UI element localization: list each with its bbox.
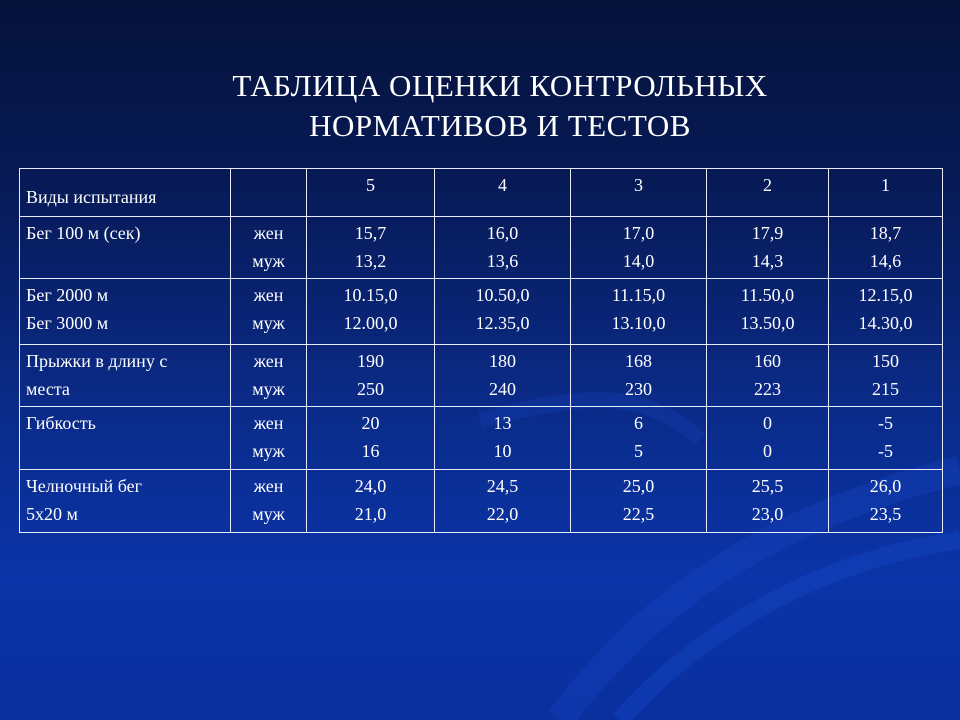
score-female: 25,0 (622, 476, 655, 496)
score-male: 21,0 (354, 504, 387, 524)
score-cell (571, 279, 707, 345)
table-row (20, 407, 943, 470)
table-header-row (20, 169, 943, 217)
score-female: 11.50,0 (740, 285, 795, 305)
sex-male-label: муж (252, 504, 285, 524)
score-female: 17,9 (751, 223, 784, 243)
grade-header: 4 (435, 169, 571, 217)
score-male: 13.50,0 (740, 313, 795, 333)
table-row (20, 279, 943, 345)
score-female: 18,7 (869, 223, 902, 243)
score-male: 23,0 (751, 504, 784, 524)
score-male: 14.30,0 (858, 313, 913, 333)
score-female: 24,0 (354, 476, 387, 496)
score-female: 24,5 (486, 476, 519, 496)
grade-header: 1 (829, 169, 943, 217)
score-cell (707, 407, 829, 470)
score-male: -5 (878, 441, 893, 461)
grade-header: 2 (707, 169, 829, 217)
score-cell (829, 345, 943, 407)
score-cell (307, 217, 435, 279)
test-name-line-2: места (26, 379, 70, 399)
score-female: 12.15,0 (858, 285, 913, 305)
score-male: 13,2 (354, 251, 387, 271)
score-male: 14,6 (869, 251, 902, 271)
table-row (20, 470, 943, 533)
score-male: 12.35,0 (475, 313, 530, 333)
score-cell (707, 345, 829, 407)
sex-cell (231, 279, 307, 345)
test-name: Челночный бег (26, 476, 143, 496)
score-cell (571, 217, 707, 279)
score-female: 150 (872, 351, 899, 371)
score-cell (571, 407, 707, 470)
score-cell (435, 279, 571, 345)
score-female: 180 (489, 351, 516, 371)
score-male: 10 (493, 441, 512, 461)
score-cell (435, 407, 571, 470)
sex-female-label: жен (253, 223, 284, 243)
score-cell (707, 470, 829, 533)
score-female: 190 (357, 351, 384, 371)
sex-male-label: муж (252, 441, 285, 461)
test-name: Гибкость (26, 413, 96, 433)
score-female: 26,0 (869, 476, 902, 496)
test-name: Прыжки в длину с (26, 351, 168, 371)
score-cell (829, 407, 943, 470)
score-cell (829, 470, 943, 533)
table-row (20, 345, 943, 407)
score-female: 6 (634, 413, 643, 433)
title-line-1: ТАБЛИЦА ОЦЕНКИ КОНТРОЛЬНЫХ (232, 68, 768, 103)
test-name-cell (20, 470, 231, 533)
score-female: 11.15,0 (611, 285, 666, 305)
score-male: 223 (754, 379, 781, 399)
score-female: 17,0 (622, 223, 655, 243)
score-female: 160 (754, 351, 781, 371)
test-name: Бег 2000 м (26, 285, 109, 305)
score-female: 10.50,0 (475, 285, 530, 305)
test-name-line-2: 5х20 м (26, 504, 78, 524)
score-female: 20 (361, 413, 380, 433)
score-cell (435, 217, 571, 279)
score-cell (307, 345, 435, 407)
table-row (20, 217, 943, 279)
score-male: 230 (625, 379, 652, 399)
test-name-cell (20, 279, 231, 345)
score-male: 14,3 (751, 251, 784, 271)
score-male: 22,5 (622, 504, 655, 524)
test-name-cell (20, 345, 231, 407)
score-male: 23,5 (869, 504, 902, 524)
score-cell (435, 470, 571, 533)
score-cell (435, 345, 571, 407)
score-male: 215 (872, 379, 899, 399)
grade-header: 3 (571, 169, 707, 217)
score-cell (571, 470, 707, 533)
score-male: 13.10,0 (611, 313, 666, 333)
test-name: Бег 100 м (сек) (26, 223, 141, 243)
grade-header: 5 (307, 169, 435, 217)
score-male: 16 (361, 441, 380, 461)
test-name-line-2: Бег 3000 м (26, 313, 109, 333)
sex-male-label: муж (252, 313, 285, 333)
page-title (0, 66, 960, 146)
score-male: 13,6 (486, 251, 519, 271)
score-female: 10.15,0 (343, 285, 398, 305)
score-male: 240 (489, 379, 516, 399)
test-name-cell (20, 407, 231, 470)
score-male: 12.00,0 (343, 313, 398, 333)
score-female: 16,0 (486, 223, 519, 243)
header-label: Виды испытания (20, 169, 231, 217)
score-female: 15,7 (354, 223, 387, 243)
score-female: 25,5 (751, 476, 784, 496)
sex-female-label: жен (253, 476, 284, 496)
score-cell (571, 345, 707, 407)
sex-cell (231, 470, 307, 533)
score-male: 0 (763, 441, 772, 461)
score-cell (307, 470, 435, 533)
score-cell (829, 217, 943, 279)
norms-table (19, 168, 943, 533)
sex-female-label: жен (253, 351, 284, 371)
sex-female-label: жен (253, 285, 284, 305)
score-cell (829, 279, 943, 345)
header-blank (231, 169, 307, 217)
sex-male-label: муж (252, 251, 285, 271)
score-cell (307, 279, 435, 345)
title-line-2: НОРМАТИВОВ И ТЕСТОВ (309, 108, 691, 143)
score-male: 14,0 (622, 251, 655, 271)
score-cell (307, 407, 435, 470)
sex-male-label: муж (252, 379, 285, 399)
score-male: 250 (357, 379, 384, 399)
score-female: 13 (493, 413, 512, 433)
score-female: -5 (878, 413, 893, 433)
sex-cell (231, 345, 307, 407)
sex-cell (231, 407, 307, 470)
score-female: 0 (763, 413, 772, 433)
score-male: 5 (634, 441, 643, 461)
score-cell (707, 217, 829, 279)
score-cell (707, 279, 829, 345)
sex-female-label: жен (253, 413, 284, 433)
score-male: 22,0 (486, 504, 519, 524)
test-name-cell (20, 217, 231, 279)
score-female: 168 (625, 351, 652, 371)
sex-cell (231, 217, 307, 279)
